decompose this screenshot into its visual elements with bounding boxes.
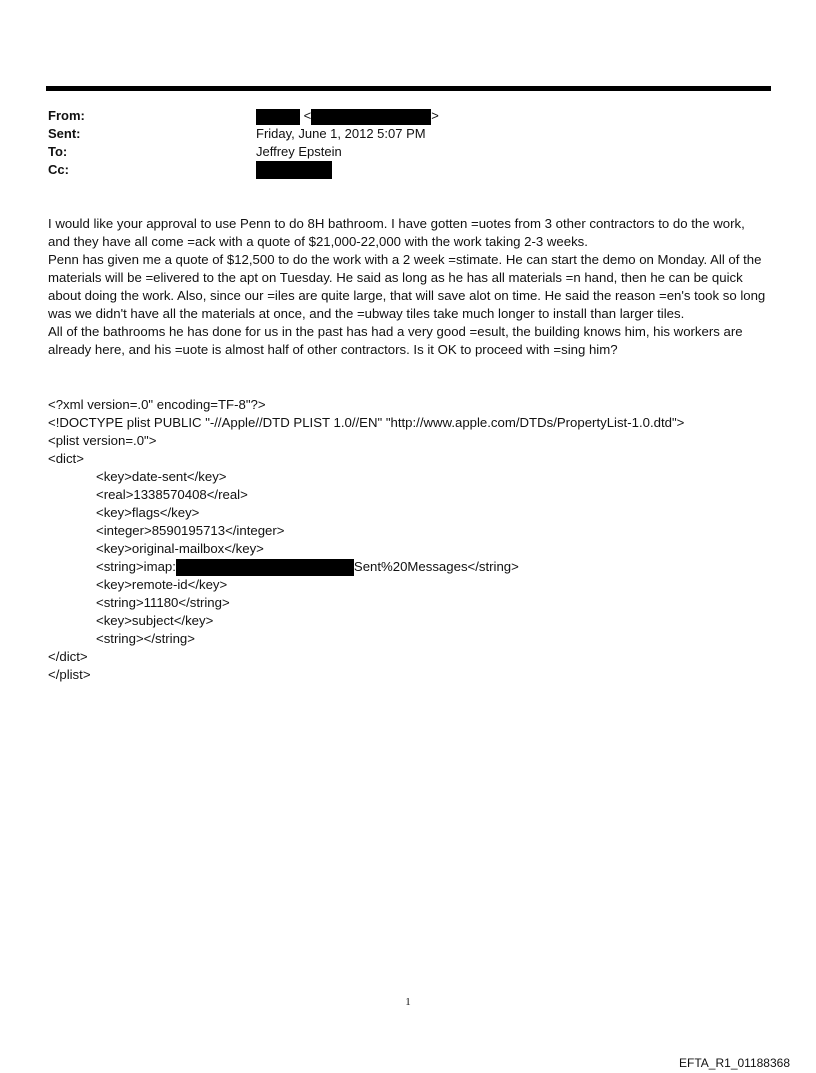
plist-line: <integer>8590195713</integer> [96,523,285,538]
plist-line: <plist version=.0"> [48,433,157,448]
from-open-bracket: < [303,108,312,123]
plist-line: <!DOCTYPE plist PUBLIC "-//Apple//DTD PLIST 1.0//EN" "http://www.apple.com/DTDs/PropertyList-1.0.dtd"> [48,415,685,430]
from-close-bracket: > [431,108,439,123]
redaction-block [311,109,431,125]
header-rule [46,86,771,91]
plist-line: <string>11180</string> [96,595,230,611]
plist-line: <key>date-sent</key> [96,469,227,484]
plist-line: <dict> [48,451,84,466]
plist-line: </dict> [48,649,88,665]
plist-line: <key>subject</key> [96,613,214,629]
plist-line: <string></string> [96,631,195,647]
page-number: 1 [405,996,411,1008]
body-paragraph: I would like your approval to use Penn to do 8H bathroom. I have gotten =uotes from 3 other contractors to do the work, and they have all come =ack with a quote of $21,000-22,000 with the work taking 2-3 weeks. [48,216,745,249]
plist-line [48,558,768,576]
from-value [256,108,439,125]
redaction-block [256,109,300,125]
plist-line: <key>flags</key> [96,505,200,520]
body-paragraph: All of the bathrooms he has done for us in the past has had a very good =esult, the building knows him, his workers are already here, and his =uote is almost half of other contractors. Is it OK to proceed with =sing him? [48,324,743,357]
cc-label: Cc: [48,162,69,177]
sent-label: Sent: [48,126,81,141]
plist-line: <key>remote-id</key> [96,577,228,593]
plist-line: <real>1338570408</real> [96,487,248,502]
email-body [48,215,768,359]
cc-value [256,161,332,179]
to-label: To: [48,144,68,159]
plist-block [48,396,768,684]
plist-line: <?xml version=.0" encoding=TF-8"?> [48,397,266,412]
plist-line: <key>original-mailbox</key> [96,541,264,556]
plist-line: </plist> [48,667,91,683]
plist-string-start: <string>imap: [96,559,176,574]
body-paragraph: Penn has given me a quote of $12,500 to do the work with a 2 week =stimate. He can start the demo on Monday. All of the materials will be =elivered to the apt on Tuesday. He said as long as he has all materials =n hand, then he can be quick about doing the work. Also, since our =iles are quite large, that will save alot on time. He said the reason =en's took so long was we didn't have all the materials at once, and the =ubway tiles take much longer to install than larger tiles. [48,252,766,321]
redaction-block [176,559,354,576]
sent-value: Friday, June 1, 2012 5:07 PM [256,126,426,141]
plist-string-end: Sent%20Messages</string> [353,559,519,574]
document-id: EFTA_R1_01188368 [679,1056,790,1070]
redaction-block [256,161,332,179]
to-value: Jeffrey Epstein [256,144,342,159]
from-label: From: [48,108,85,123]
